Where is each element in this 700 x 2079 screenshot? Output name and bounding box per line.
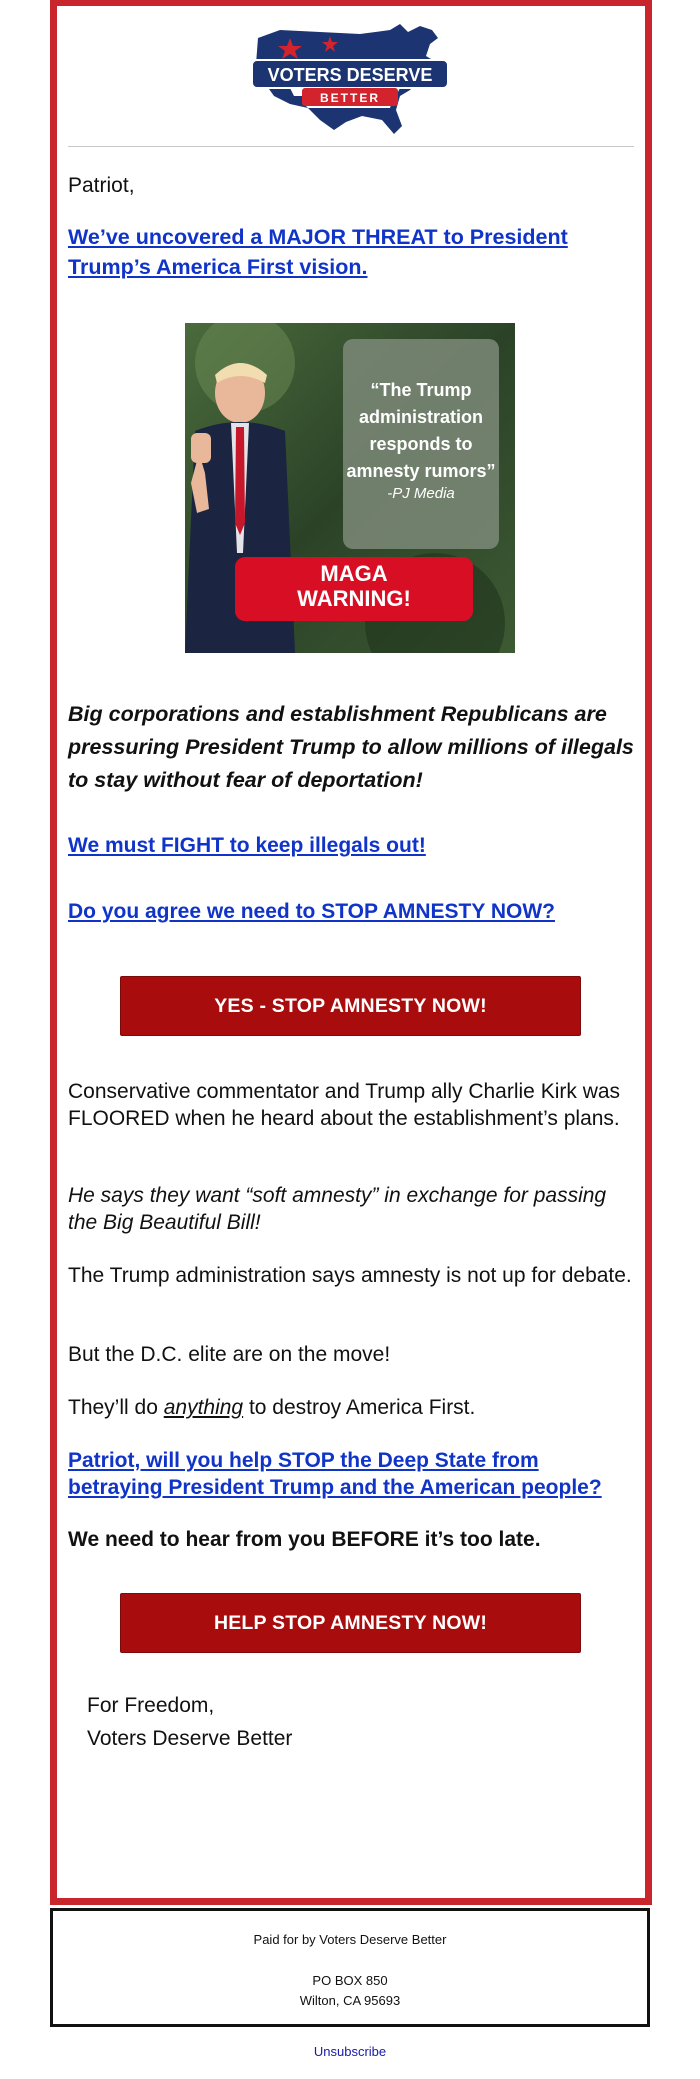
- fight-link[interactable]: We must FIGHT to keep illegals out!: [68, 834, 426, 857]
- signoff: [87, 1689, 292, 1755]
- city-text: Wilton, CA 95693: [299, 1993, 401, 2008]
- pressure-statement: Big corporations and establishment Republicans are pressuring President Trump to allow millions of illegals to stay without fear of deportation!: [68, 702, 634, 792]
- paragraph-administration: The Trump administration says amnesty is not up for debate.: [68, 1264, 632, 1287]
- hero-image[interactable]: [185, 323, 515, 653]
- para5-emphasis: anything: [163, 1396, 244, 1419]
- footer-disclaimer: [50, 1908, 650, 2027]
- para5-before: They’ll do: [68, 1396, 164, 1419]
- paragraph-dc-elite: But the D.C. elite are on the move!: [68, 1343, 391, 1366]
- voters-deserve-better-logo[interactable]: [250, 16, 450, 138]
- hero-quote: “The Trump administration responds to amnesty rumors”: [346, 380, 496, 481]
- deep-state-link[interactable]: Patriot, will you help STOP the Deep State from betraying President Trump and the American people?: [68, 1449, 602, 1499]
- paragraph-kirk: Conservative commentator and Trump ally Charlie Kirk was FLOORED when he heard about the establishment’s plans.: [68, 1080, 621, 1130]
- para5-after: to destroy America First.: [243, 1396, 476, 1419]
- help-stop-amnesty-button[interactable]: HELP STOP AMNESTY NOW!: [120, 1593, 581, 1653]
- yes-stop-amnesty-button[interactable]: YES - STOP AMNESTY NOW!: [120, 976, 581, 1036]
- badge-line1: MAGA: [320, 561, 388, 586]
- headline-link[interactable]: We’ve uncovered a MAJOR THREAT to President Trump’s America First vision.: [68, 225, 568, 279]
- signoff-line1: For Freedom,: [87, 1694, 215, 1717]
- logo-title: VOTERS DESERVE: [267, 65, 433, 85]
- hero-quote-source: -PJ Media: [387, 485, 455, 502]
- logo-subtitle: BETTER: [320, 91, 380, 105]
- stop-amnesty-link[interactable]: Do you agree we need to STOP AMNESTY NOW?: [68, 900, 555, 923]
- urgency-line: We need to hear from you BEFORE it’s too late.: [68, 1528, 541, 1551]
- header-divider: [68, 146, 634, 147]
- po-box-text: PO BOX 850: [312, 1973, 388, 1988]
- unsubscribe-link[interactable]: Unsubscribe: [313, 2044, 387, 2059]
- paragraph-soft-amnesty: He says they want “soft amnesty” in exchange for passing the Big Beautiful Bill!: [68, 1184, 607, 1234]
- signoff-line2: Voters Deserve Better: [87, 1727, 293, 1750]
- paid-for-text: Paid for by Voters Deserve Better: [253, 1932, 447, 1947]
- greeting: Patriot,: [68, 174, 135, 197]
- badge-line2: WARNING!: [297, 586, 411, 611]
- paragraph-america-first: [68, 1394, 636, 1421]
